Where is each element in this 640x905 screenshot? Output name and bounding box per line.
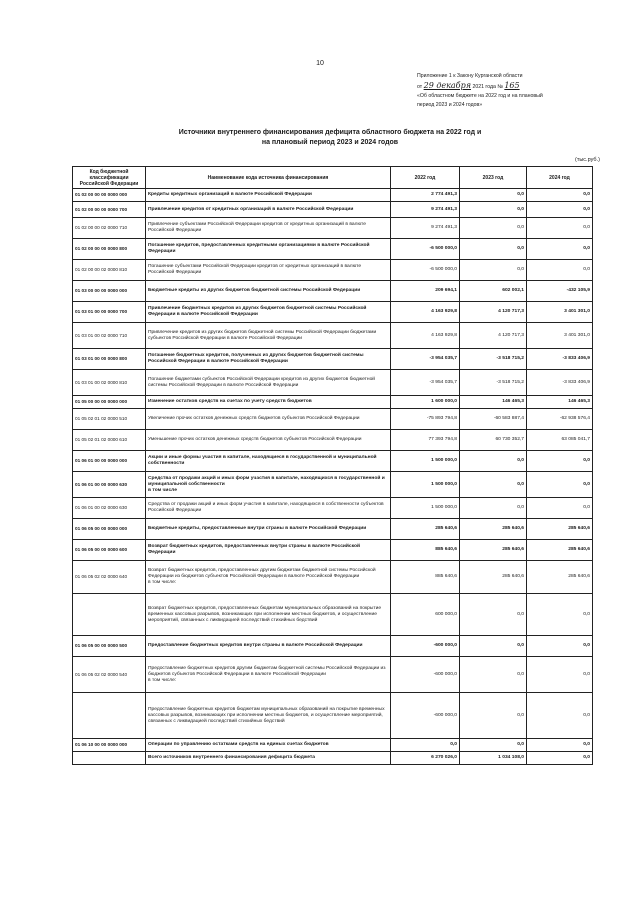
row-value-2024: 0,0 [527, 218, 593, 239]
row-code [73, 693, 146, 739]
row-value-2023: 0,0 [460, 218, 527, 239]
row-value-2022: 9 274 491,3 [391, 202, 460, 218]
row-value-2023: 0,0 [460, 260, 527, 281]
row-value-2024: -3 833 406,9 [527, 349, 593, 370]
approval-line-4: период 2023 и 2024 годов» [417, 102, 483, 108]
row-value-2024: 0,0 [527, 189, 593, 202]
header-2024: 2024 год [527, 167, 593, 189]
table-row [73, 370, 593, 396]
table-body [73, 189, 593, 765]
row-value-2024: 0,0 [527, 693, 593, 739]
approval-number-handwritten: 165 [504, 81, 520, 90]
row-code: 01 02 00 00 00 0000 800 [73, 239, 146, 260]
table-row [73, 409, 593, 430]
row-code: 01 05 00 00 00 0000 000 [73, 396, 146, 409]
row-value-2023: 60 730 352,7 [460, 430, 527, 451]
row-name: Погашение бюджетных кредитов, полученных из других бюджетов бюджетной системы Российской Федерации в валюте Российской Федерации [146, 349, 391, 370]
approval-line-2 [417, 81, 622, 92]
row-name: Предоставление бюджетных кредитов внутри страны в валюте Российской Федерации [146, 636, 391, 657]
table-row [73, 189, 593, 202]
row-name: Увеличение прочих остатков денежных средств бюджетов субъектов Российской Федерации [146, 409, 391, 430]
row-code: 01 03 01 00 00 0000 800 [73, 349, 146, 370]
row-code: 01 03 01 00 02 0000 810 [73, 370, 146, 396]
row-code [73, 752, 146, 765]
row-value-2022: -3 954 035,7 [391, 349, 460, 370]
row-value-2023: 4 120 717,3 [460, 323, 527, 349]
row-name: Бюджетные кредиты, предоставленные внутри страны в валюте Российской Федерации [146, 519, 391, 540]
row-code: 01 06 05 00 00 0000 000 [73, 519, 146, 540]
row-value-2024: 0,0 [527, 260, 593, 281]
row-value-2022: 1 500 000,0 [391, 498, 460, 519]
row-name: Операции по управлению остатками средств на единых счетах бюджетов [146, 739, 391, 752]
table-row [73, 519, 593, 540]
row-value-2023: 602 002,1 [460, 281, 527, 302]
row-value-2023: 0,0 [460, 498, 527, 519]
row-value-2022: 885 640,6 [391, 540, 460, 561]
row-value-2024: -3 833 406,9 [527, 370, 593, 396]
row-code: 01 06 10 00 00 0000 000 [73, 739, 146, 752]
table-row [73, 202, 593, 218]
row-value-2024: 0,0 [527, 657, 593, 693]
row-value-2024: 63 085 041,7 [527, 430, 593, 451]
row-value-2022: 2 774 491,3 [391, 189, 460, 202]
approval-from: от [417, 84, 423, 90]
table-row [73, 540, 593, 561]
row-name: Средства от продажи акций и иных форм участия в капитале, находящихся в собственности субъектов Российской Федерации [146, 498, 391, 519]
row-name: Возврат бюджетных кредитов, предоставленных другим бюджетам бюджетной системы Российской Федерации из бюджетов субъектов Российской Федерации в валюте Российской Федерации в том числе: [146, 561, 391, 594]
row-code: 01 02 00 00 02 0000 710 [73, 218, 146, 239]
row-value-2023: 0,0 [460, 636, 527, 657]
header-code: Код бюджетной классификации Российской Федерации [73, 167, 146, 189]
table-row [73, 430, 593, 451]
table-row [73, 739, 593, 752]
table-row [73, 752, 593, 765]
row-code: 01 03 01 00 00 0000 700 [73, 302, 146, 323]
row-name: Средства от продажи акций и иных форм участия в капитале, находящихся в государственной и муниципальной собственности в том числе [146, 472, 391, 498]
row-value-2023: 0,0 [460, 189, 527, 202]
table-row [73, 396, 593, 409]
row-value-2023: 146 465,3 [460, 396, 527, 409]
row-name: Акции и иные формы участия в капитале, находящиеся в государственной и муниципальной собственности [146, 451, 391, 472]
row-value-2023: 0,0 [460, 202, 527, 218]
table-row [73, 561, 593, 594]
row-value-2024: 0,0 [527, 739, 593, 752]
row-code: 01 06 05 02 02 0000 540 [73, 657, 146, 693]
row-value-2022: 885 640,6 [391, 561, 460, 594]
row-value-2023: -60 583 887,4 [460, 409, 527, 430]
header-2023: 2023 год [460, 167, 527, 189]
approval-block [417, 72, 622, 110]
approval-year-no: 2021 года № [472, 84, 503, 90]
row-value-2023: 0,0 [460, 657, 527, 693]
row-code: 01 06 05 00 00 0000 600 [73, 540, 146, 561]
row-code: 01 05 02 01 02 0000 510 [73, 409, 146, 430]
table-row [73, 498, 593, 519]
row-value-2022: -600 000,0 [391, 657, 460, 693]
header-2022: 2022 год [391, 167, 460, 189]
title-line-2: на плановый период 2023 и 2024 годов [261, 138, 399, 146]
row-name: Погашение бюджетами субъектов Российской Федерации кредитов из других бюджетов бюджетной системы Российской Федерации в валюте Российской Федерации [146, 370, 391, 396]
table-row [73, 239, 593, 260]
row-value-2022: -6 500 000,0 [391, 260, 460, 281]
row-value-2022: 77 393 794,8 [391, 430, 460, 451]
row-code: 01 03 01 00 02 0000 710 [73, 323, 146, 349]
row-code: 01 03 00 00 00 0000 000 [73, 281, 146, 302]
table-row [73, 260, 593, 281]
row-value-2024: 0,0 [527, 239, 593, 260]
row-value-2024: 0,0 [527, 451, 593, 472]
row-name: Кредиты кредитных организаций в валюте Российской Федерации [146, 189, 391, 202]
approval-date-handwritten: 29 декабря [423, 81, 471, 90]
row-name: Погашение субъектами Российской Федерации кредитов от кредитных организаций в валюте Российской Федерации [146, 260, 391, 281]
row-name: Возврат бюджетных кредитов, предоставленных бюджетам муниципальных образований на покрытие временных кассовых разрывов, возникающих при исполнении местных бюджетов, и осуществление мероприятий, связанных с ликвидацией последствий стихийных бедствий [146, 594, 391, 636]
table-row [73, 636, 593, 657]
title-line-1: Источники внутреннего финансирования дефицита областного бюджета на 2022 год и [178, 129, 482, 136]
page-number: 10 [316, 60, 324, 67]
row-name: Привлечение кредитов от кредитных организаций в валюте Российской Федерации [146, 202, 391, 218]
row-name: Уменьшение прочих остатков денежных средств бюджетов субъектов Российской Федерации [146, 430, 391, 451]
row-value-2022: 4 163 929,8 [391, 302, 460, 323]
header-name: Наименование кода источника финансирования [146, 167, 391, 189]
table-row [73, 594, 593, 636]
row-value-2024: 0,0 [527, 594, 593, 636]
row-value-2022: 600 000,0 [391, 594, 460, 636]
table-row [73, 472, 593, 498]
approval-line-1: Приложение 1 к Закону Курганской области [417, 73, 523, 79]
row-value-2023: 0,0 [460, 472, 527, 498]
table-row [73, 302, 593, 323]
row-value-2023: 0,0 [460, 739, 527, 752]
row-value-2023: 0,0 [460, 693, 527, 739]
row-name: Предоставление бюджетных кредитов другим бюджетам бюджетной системы Российской Федерации из бюджетов субъектов Российской Федерации в валюте Российской Федерации в том числе: [146, 657, 391, 693]
row-code: 01 06 01 00 02 0000 630 [73, 498, 146, 519]
table-row [73, 657, 593, 693]
row-code: 01 02 00 00 00 0000 700 [73, 202, 146, 218]
row-name: Погашение кредитов, предоставленных кредитными организациями в валюте Российской Федерации [146, 239, 391, 260]
row-value-2024: 3 401 301,0 [527, 323, 593, 349]
row-name: Изменение остатков средств на счетах по учету средств бюджетов [146, 396, 391, 409]
row-value-2023: 285 640,6 [460, 540, 527, 561]
units-label: (тыс.руб.) [575, 157, 600, 163]
row-code: 01 02 00 00 02 0000 810 [73, 260, 146, 281]
row-value-2022: 9 274 491,3 [391, 218, 460, 239]
row-name: Возврат бюджетных кредитов, предоставленных внутри страны в валюте Российской Федерации [146, 540, 391, 561]
row-name: Привлечение бюджетных кредитов из других бюджетов бюджетной системы Российской Федерации в валюте Российской Федерации [146, 302, 391, 323]
row-value-2024: 3 401 301,0 [527, 302, 593, 323]
row-value-2023: 0,0 [460, 451, 527, 472]
row-value-2022: 285 640,6 [391, 519, 460, 540]
row-name: Привлечение кредитов из других бюджетов бюджетной системы Российской Федерации бюджетами субъектов Российской Федерации в валюте Российской Федерации [146, 323, 391, 349]
table-row [73, 693, 593, 739]
approval-line-3: «Об областном бюджете на 2022 год и на плановый [417, 93, 543, 99]
row-name: Всего источников внутреннего финансирования дефицита бюджета [146, 752, 391, 765]
row-code [73, 594, 146, 636]
financing-sources-table [72, 166, 593, 765]
row-code: 01 06 01 00 00 0000 630 [73, 472, 146, 498]
row-code: 01 06 05 02 02 0000 640 [73, 561, 146, 594]
table-row [73, 218, 593, 239]
row-name: Привлечение субъектами Российской Федерации кредитов от кредитных организаций в валюте Российской Федерации [146, 218, 391, 239]
row-value-2024: 285 640,6 [527, 519, 593, 540]
row-value-2024: 0,0 [527, 636, 593, 657]
table-row [73, 281, 593, 302]
row-value-2023: 285 640,6 [460, 519, 527, 540]
row-value-2023: -3 518 715,2 [460, 370, 527, 396]
row-value-2024: 285 640,6 [527, 561, 593, 594]
row-code: 01 06 01 00 00 0000 000 [73, 451, 146, 472]
row-value-2022: 4 163 929,8 [391, 323, 460, 349]
row-value-2022: -3 954 035,7 [391, 370, 460, 396]
row-value-2024: 0,0 [527, 752, 593, 765]
row-name: Бюджетные кредиты из других бюджетов бюджетной системы Российской Федерации [146, 281, 391, 302]
table-row [73, 349, 593, 370]
row-value-2022: -600 000,0 [391, 693, 460, 739]
row-value-2022: 6 270 026,0 [391, 752, 460, 765]
row-value-2023: 4 120 717,3 [460, 302, 527, 323]
row-code: 01 02 00 00 00 0000 000 [73, 189, 146, 202]
row-value-2022: -75 893 794,8 [391, 409, 460, 430]
table-row [73, 451, 593, 472]
row-value-2022: 1 500 000,0 [391, 451, 460, 472]
row-value-2023: -3 518 715,2 [460, 349, 527, 370]
row-value-2023: 0,0 [460, 239, 527, 260]
row-value-2023: 1 034 108,0 [460, 752, 527, 765]
row-value-2024: 285 640,6 [527, 540, 593, 561]
row-value-2023: 0,0 [460, 594, 527, 636]
row-value-2022: 209 694,1 [391, 281, 460, 302]
row-code: 01 05 02 01 02 0000 610 [73, 430, 146, 451]
row-value-2024: -62 938 576,4 [527, 409, 593, 430]
row-value-2024: 0,0 [527, 202, 593, 218]
row-value-2022: 0,0 [391, 739, 460, 752]
row-value-2022: 1 600 000,0 [391, 396, 460, 409]
row-code: 01 06 05 00 00 0000 500 [73, 636, 146, 657]
table-row [73, 323, 593, 349]
document-title [120, 128, 540, 147]
row-value-2023: 285 640,6 [460, 561, 527, 594]
row-name: Предоставление бюджетных кредитов бюджетам муниципальных образований на покрытие временных кассовых разрывов, возникающих при исполнении местных бюджетов, и осуществление мероприятий, связанных с ликвидацией последствий стихийных бедствий [146, 693, 391, 739]
row-value-2024: 0,0 [527, 498, 593, 519]
row-value-2022: -6 500 000,0 [391, 239, 460, 260]
row-value-2024: 0,0 [527, 472, 593, 498]
row-value-2024: -432 105,9 [527, 281, 593, 302]
row-value-2022: 1 500 000,0 [391, 472, 460, 498]
row-value-2024: 146 465,3 [527, 396, 593, 409]
row-value-2022: -600 000,0 [391, 636, 460, 657]
